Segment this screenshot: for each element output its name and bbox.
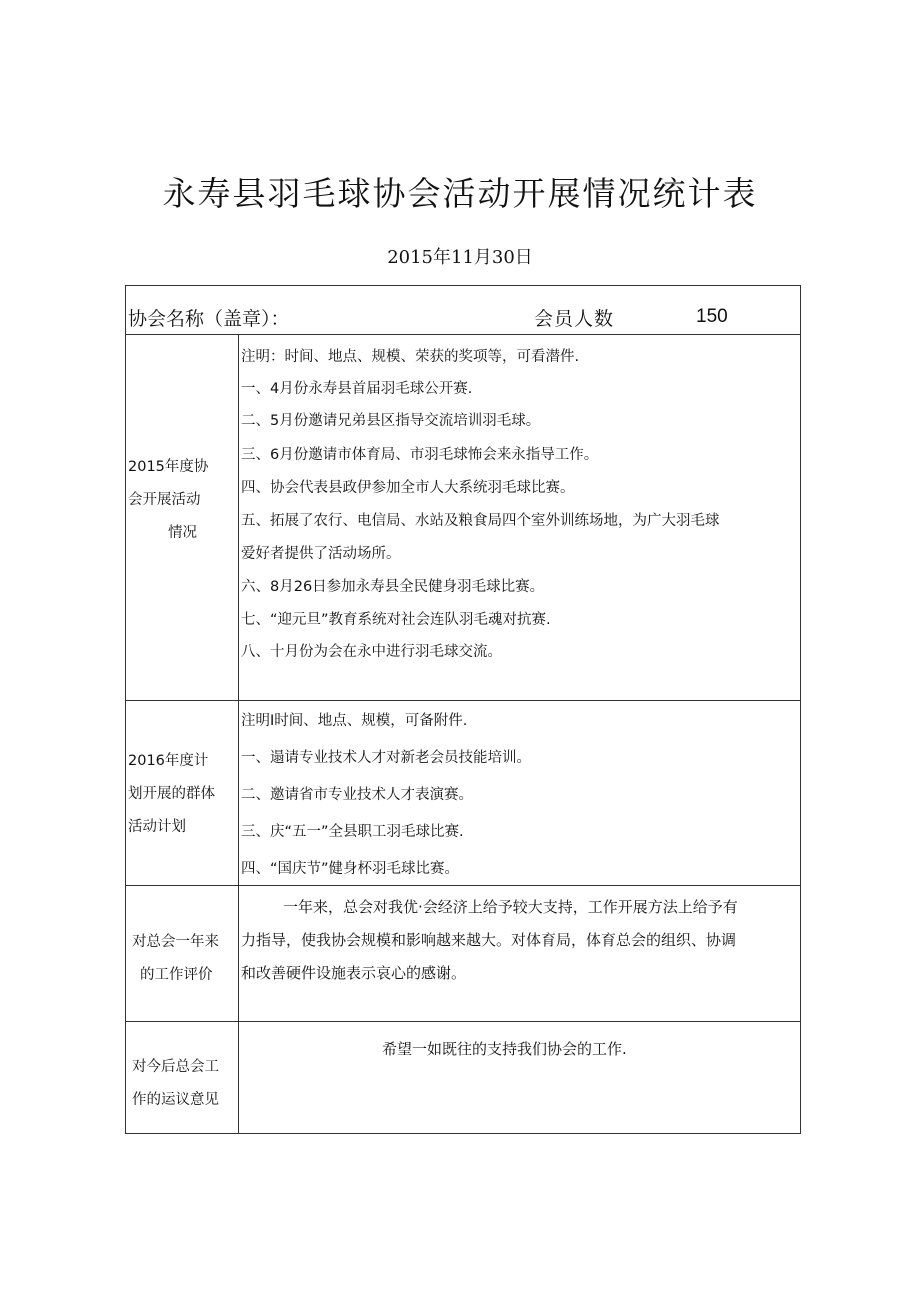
suggestion-content-cell bbox=[239, 1022, 800, 1133]
plan-2016-label-line: 活动计划 bbox=[128, 819, 186, 835]
evaluation-label-line: 对总会一年来 bbox=[132, 934, 219, 950]
activities-2015-content-cell bbox=[239, 335, 800, 700]
evaluation-text-line: 一年来，总会对我优·会经济上给予较大支持，工作开展方法上给予有 bbox=[283, 898, 738, 916]
evaluation-row bbox=[126, 885, 800, 1021]
plan-2016-note: 注明I时间、地点、规模，可备附件. bbox=[241, 713, 468, 729]
evaluation-text-line: 力指导，使我协会规模和影响越来越大。对体育局，体育总会的组织、协调 bbox=[241, 931, 737, 949]
activities-2015-label-line: 情况 bbox=[168, 525, 197, 541]
plan-2016-row bbox=[126, 700, 800, 885]
member-count-label: 会员人数 bbox=[534, 308, 615, 330]
activities-2015-item: 三、6月份邀请市体育局、市羽毛球怖会来永指导工作。 bbox=[241, 447, 599, 463]
plan-2016-label-cell bbox=[126, 701, 239, 885]
activities-2015-label-cell bbox=[126, 335, 239, 700]
suggestion-text: 希望一如既往的支持我们协会的工作. bbox=[382, 1040, 627, 1058]
plan-2016-item: 二、邀请省市专业技术人才表演赛。 bbox=[241, 787, 473, 803]
member-count-value: 150 bbox=[696, 306, 728, 327]
evaluation-label-line: 的工作评价 bbox=[140, 967, 213, 983]
activities-2015-item: 五、拓展了农行、电信局、水站及粮食局四个室外训练场地，为广大羽毛球 bbox=[241, 513, 720, 529]
plan-2016-item: 一、遢请专业技术人才对新老会员技能培训。 bbox=[241, 750, 531, 766]
suggestion-label-line: 作的运议意见 bbox=[132, 1092, 219, 1108]
plan-2016-content-cell bbox=[239, 701, 800, 885]
plan-2016-label-line: 划开展的群体 bbox=[128, 786, 215, 802]
activities-2015-label-line: 会开展活动 bbox=[128, 492, 201, 508]
activities-2015-item: 六、8月26日参加永寿县全民健身羽毛球比赛。 bbox=[241, 579, 545, 595]
evaluation-label-cell bbox=[126, 886, 239, 1021]
evaluation-text-line: 和改善硬件设施表示哀心的感谢。 bbox=[241, 964, 467, 982]
activities-2015-item: 爱好者提供了活动场所。 bbox=[241, 546, 401, 562]
suggestion-row bbox=[126, 1021, 800, 1133]
activities-2015-label-line: 2015年度协 bbox=[128, 459, 209, 475]
activities-2015-item: 二、5月份邀请兄弟县区指导交流培训羽毛球。 bbox=[241, 413, 541, 429]
activities-2015-item: 一、4月份永寿县首届羽毛球公开赛. bbox=[241, 381, 473, 397]
plan-2016-item: 四、“国庆节”健身杯羽毛球比赛。 bbox=[241, 861, 460, 877]
evaluation-content-cell bbox=[239, 886, 800, 1021]
association-name-label: 协会名称（盖章）： bbox=[128, 308, 290, 330]
activities-2015-item: 七、“迎元旦”教育系统对社会连队羽毛魂对抗赛. bbox=[241, 612, 551, 628]
suggestion-label-line: 对今后总会工 bbox=[132, 1059, 219, 1075]
document-date: 2015年11月30日 bbox=[387, 247, 533, 268]
activities-2015-row bbox=[126, 334, 800, 700]
document-title: 永寿县羽毛球协会活动开展情况统计表 bbox=[162, 174, 758, 213]
activities-2015-item: 八、十月份为会在永中进行羽毛球交流。 bbox=[241, 644, 502, 660]
plan-2016-label-line: 2016年度计 bbox=[128, 753, 209, 769]
suggestion-label-cell bbox=[126, 1022, 239, 1133]
activities-2015-note: 注明：时间、地点、规模、荣获的奖项等，可看潜件. bbox=[241, 349, 580, 365]
activities-2015-item: 四、协会代表县政伊参加全市人大系统羽毛球比赛。 bbox=[241, 480, 575, 496]
statistics-table bbox=[125, 285, 801, 1134]
header-row bbox=[126, 286, 800, 334]
plan-2016-item: 三、庆“五一”全县职工羽毛球比赛. bbox=[241, 824, 464, 840]
